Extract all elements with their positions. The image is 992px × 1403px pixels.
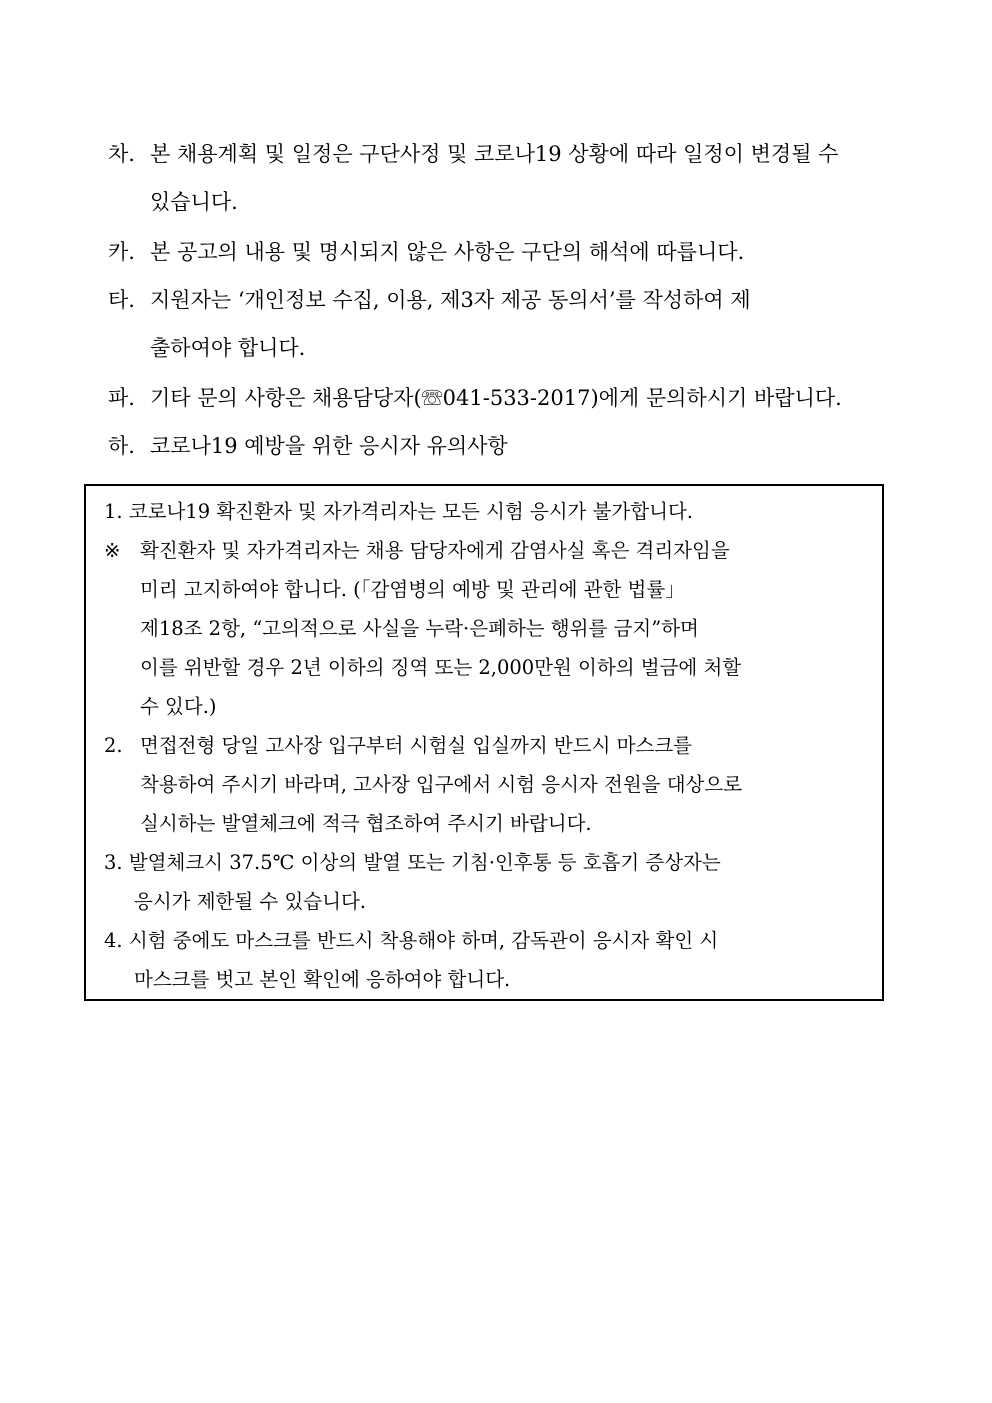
box-line: [140, 609, 699, 648]
item-text-continued: 출하여야 합니다.: [150, 336, 306, 360]
box-line: [104, 492, 693, 531]
item-marker: 하.: [108, 434, 135, 458]
item-marker: 차.: [108, 142, 135, 166]
box-line-text: 제18조 2항, “고의적으로 사실을 누락·은폐하는 행위를 금지”하며: [140, 617, 699, 640]
box-line: [140, 570, 685, 609]
box-line: [140, 687, 217, 726]
item-text: 지원자는 ‘개인정보 수집, 이용, 제3자 제공 동의서’를 작성하여 제: [150, 288, 751, 312]
box-line-prefix: 2.: [104, 734, 123, 757]
item-text-continued: 있습니다.: [150, 190, 238, 214]
item-text: 본 공고의 내용 및 명시되지 않은 사항은 구단의 해석에 따릅니다.: [150, 240, 745, 264]
item-marker: 타.: [108, 288, 135, 312]
box-line-text: 시험 중에도 마스크를 반드시 착용해야 하며, 감독관이 응시자 확인 시: [128, 929, 719, 952]
item-text: 기타 문의 사항은 채용담당자(☏041-533-2017)에게 문의하시기 바랍니다.: [150, 386, 842, 410]
box-line-text: 응시가 제한될 수 있습니다.: [134, 890, 367, 913]
box-line-prefix: 3.: [104, 851, 123, 874]
box-line-text: 착용하여 주시기 바라며, 고사장 입구에서 시험 응시자 전원을 대상으로: [140, 773, 743, 796]
notice-item-ha: [108, 422, 908, 470]
box-line-text: 미리 고지하여야 합니다. (「감염병의 예방 및 관리에 관한 법률」: [140, 578, 685, 601]
box-line-text: 발열체크시 37.5℃ 이상의 발열 또는 기침·인후통 등 호흡기 증상자는: [128, 851, 721, 874]
notice-item-ka: [108, 228, 908, 276]
notice-item-cha: [108, 130, 908, 226]
box-line: [140, 804, 592, 843]
box-line: [104, 921, 718, 960]
item-text: 본 채용계획 및 일정은 구단사정 및 코로나19 상황에 따라 일정이 변경될 수: [150, 142, 839, 166]
covid-notice-box: [84, 484, 884, 1001]
box-line: [134, 882, 366, 921]
box-line-text: 확진환자 및 자가격리자는 채용 담당자에게 감염사실 혹은 격리자임을: [140, 539, 730, 562]
item-marker: 카.: [108, 240, 135, 264]
box-line: [140, 765, 742, 804]
box-line: [104, 843, 721, 882]
box-line-text: 마스크를 벗고 본인 확인에 응하여야 합니다.: [134, 968, 511, 991]
notice-item-pa: [108, 374, 908, 422]
item-marker: 파.: [108, 386, 135, 410]
box-line-prefix: 1.: [104, 500, 123, 523]
box-line-text: 수 있다.): [140, 695, 217, 718]
box-line: [140, 648, 741, 687]
item-text: 코로나19 예방을 위한 응시자 유의사항: [150, 434, 508, 458]
box-line: [104, 726, 692, 765]
notice-item-ta: [108, 276, 908, 372]
box-line: [134, 960, 510, 999]
box-line: [104, 531, 730, 570]
box-line-prefix: ※: [104, 539, 121, 562]
box-line-text: 실시하는 발열체크에 적극 협조하여 주시기 바랍니다.: [140, 812, 592, 835]
box-line-text: 이를 위반할 경우 2년 이하의 징역 또는 2,000만원 이하의 벌금에 처할: [140, 656, 742, 679]
box-line-text: 면접전형 당일 고사장 입구부터 시험실 입실까지 반드시 마스크를: [140, 734, 692, 757]
box-line-prefix: 4.: [104, 929, 123, 952]
box-line-text: 코로나19 확진환자 및 자가격리자는 모든 시험 응시가 불가합니다.: [128, 500, 693, 523]
